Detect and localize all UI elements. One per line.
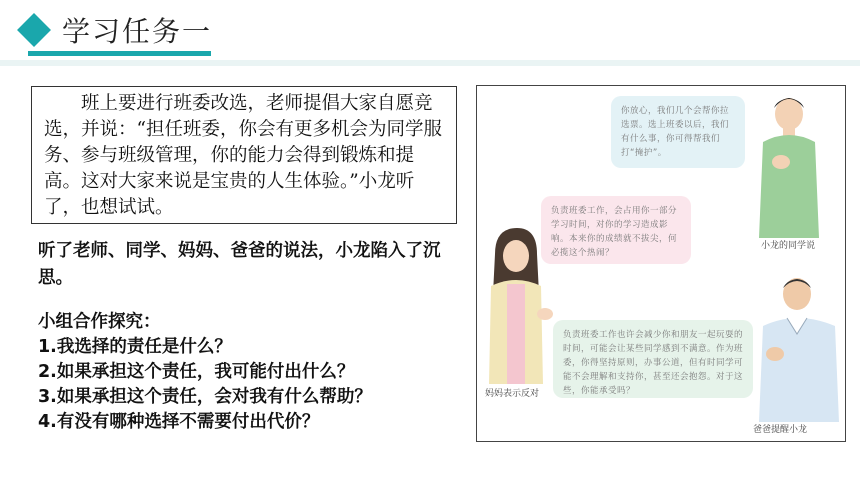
speech-bubble-mom: 负责班委工作，会占用你一部分学习时间，对你的学习造成影响。本来你的成绩就不拔尖，何必揽这个热闹？ xyxy=(541,196,691,264)
question-item: 3.如果承担这个责任，会对我有什么帮助？ xyxy=(38,387,372,407)
question-item: 4.有没有哪种选择不需要付出代价？ xyxy=(38,412,320,432)
classmate-figure xyxy=(755,92,821,238)
illustration-panel xyxy=(476,85,846,442)
title-underline xyxy=(28,51,211,56)
caption-dad: 爸爸提醒小龙 xyxy=(753,425,808,435)
reflection-text: 听了老师、同学、妈妈、爸爸的说法，小龙陷入了沉思。 xyxy=(38,241,441,288)
dad-figure xyxy=(757,274,841,422)
speech-bubble-dad: 负责班委工作也许会减少你和朋友一起玩耍的时间，可能会让某些同学感到不满意。作为班委，你得坚持原则，办事公道，但有时同学可能不会理解和支持你，甚至还会抱怨。对于这些，你能承受吗？ xyxy=(553,320,753,398)
header-divider xyxy=(0,60,860,66)
page-title: 学习任务一 xyxy=(62,15,213,48)
caption-classmate: 小龙的同学说 xyxy=(761,241,816,251)
question-item: 2.如果承担这个责任，我可能付出什么？ xyxy=(38,362,355,382)
caption-mom: 妈妈表示反对 xyxy=(485,389,540,399)
story-box: 班上要进行班委改选，老师提倡大家自愿竞选，并说：“担任班委，你会有更多机会为同学服务、参与班级管理，你的能力会得到锻炼和提高。这对大家来说是宝贵的人生体验。”小龙听了，也想试试。 xyxy=(31,86,457,224)
header xyxy=(0,0,860,70)
explore-heading: 小组合作探究： xyxy=(38,312,161,332)
question-item: 1.我选择的责任是什么？ xyxy=(38,337,232,357)
diamond-icon xyxy=(17,13,51,47)
speech-bubble-classmate: 你放心，我们几个会帮你拉选票。选上班委以后，我们有什么事，你可得帮我们打“掩护”。 xyxy=(611,96,745,168)
explore-section xyxy=(38,310,463,435)
mom-figure xyxy=(481,224,553,384)
